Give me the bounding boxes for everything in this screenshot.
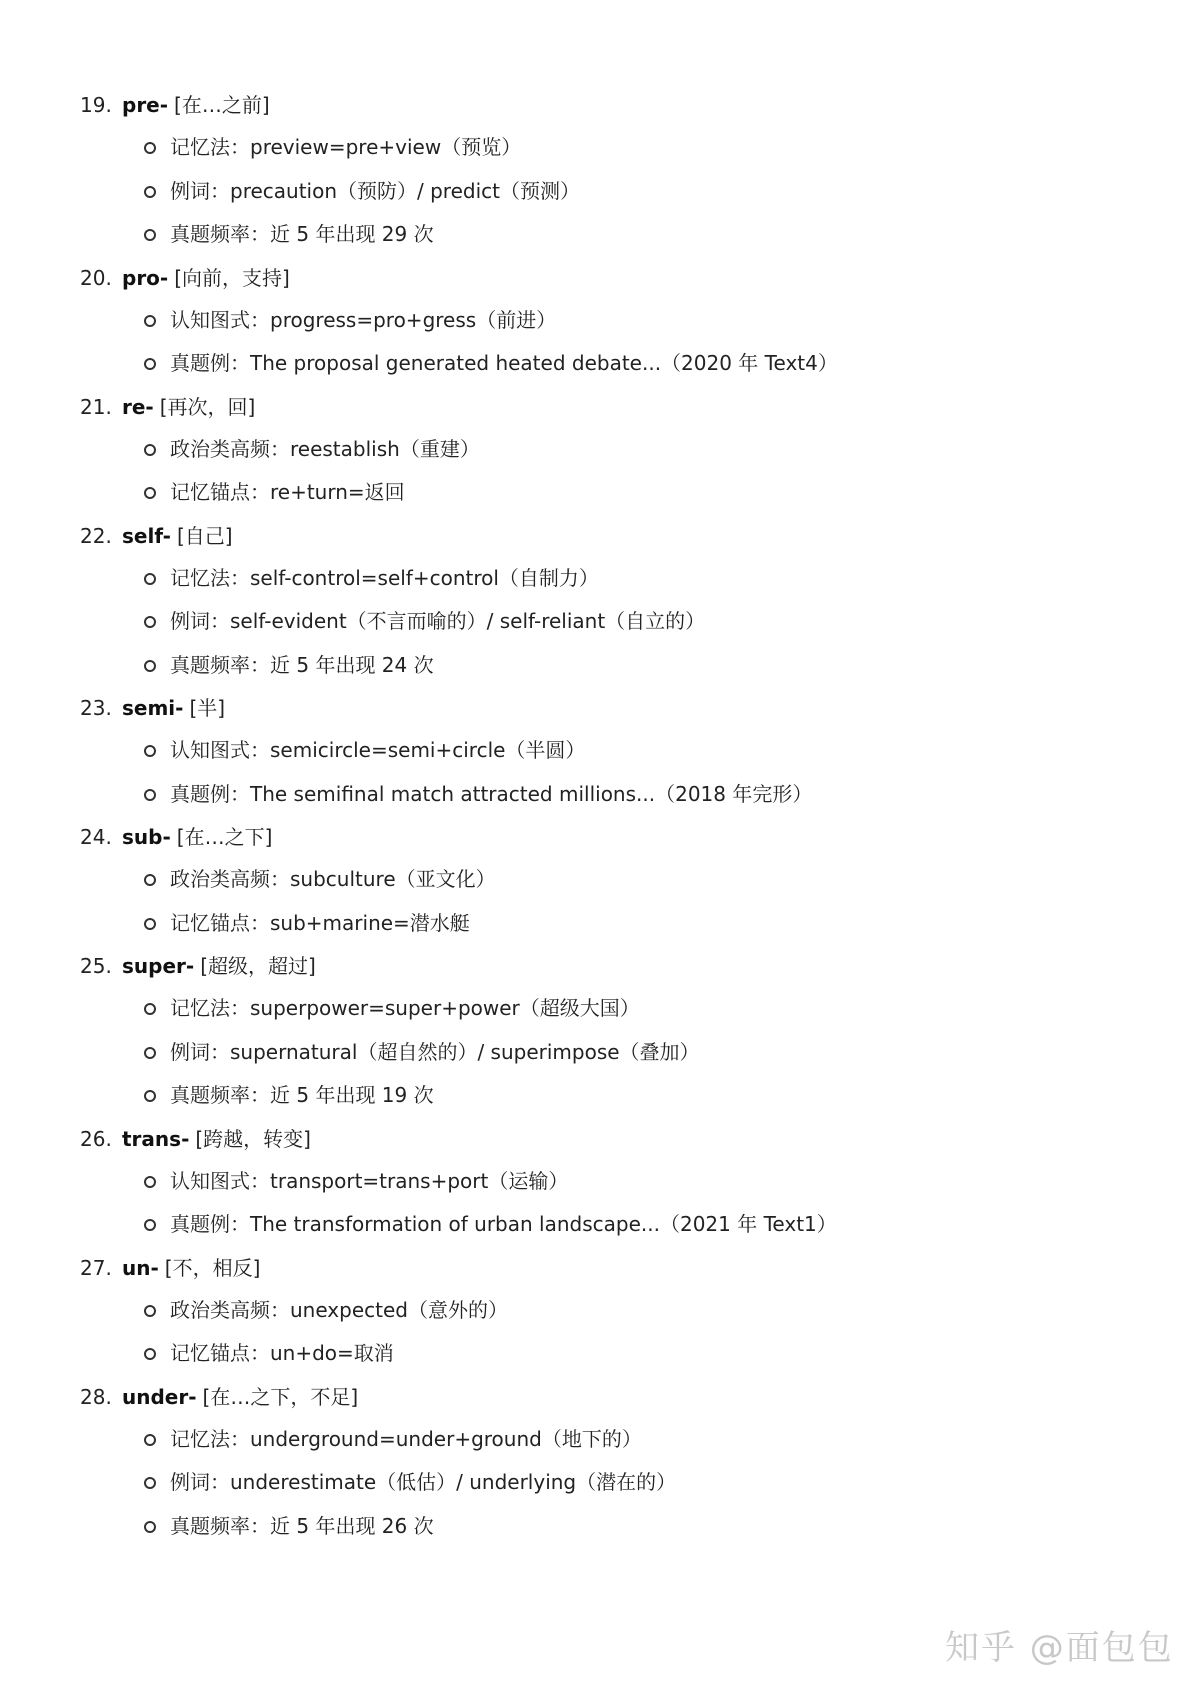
bullet-item [0,1203,1190,1247]
bullet-item [0,557,1190,601]
hollow-circle-bullet-icon [144,1348,156,1360]
entry-number: 26. [80,1126,112,1151]
list-item [0,1118,1190,1247]
bullet-item [0,1505,1190,1549]
entry-number: 21. [80,394,112,419]
prefix-term: trans- [122,1126,190,1151]
list-item [0,945,1190,1118]
hollow-circle-bullet-icon [144,874,156,886]
prefix-meaning: [自己] [176,523,233,548]
entry-heading [0,84,1190,126]
prefix-term: semi- [122,696,184,720]
hollow-circle-bullet-icon [144,315,156,327]
bullet-text: 认知图式：transport=trans+port（运输） [170,1168,569,1193]
prefix-term: pro- [122,265,169,290]
bullet-item [0,1031,1190,1075]
bullet-item [0,902,1190,946]
prefix-term: self- [122,523,171,548]
hollow-circle-bullet-icon [144,444,156,456]
hollow-circle-bullet-icon [144,1219,156,1231]
bullet-text: 记忆法：self-control=self+control（自制力） [170,565,599,590]
prefix-meaning: [再次，回] [159,394,256,419]
bullet-text: 记忆法：superpower=super+power（超级大国） [170,996,640,1020]
hollow-circle-bullet-icon [144,660,156,672]
list-item [0,515,1190,688]
bullet-text: 例词：underestimate（低估）/ underlying（潜在的） [170,1470,677,1494]
bullet-item [0,1289,1190,1333]
hollow-circle-bullet-icon [144,1305,156,1317]
hollow-circle-bullet-icon [144,1047,156,1059]
bullet-text: 政治类高频：subculture（亚文化） [170,867,496,891]
hollow-circle-bullet-icon [144,1477,156,1489]
bullet-text: 真题例：The transformation of urban landscape...（2021 年 Text1） [170,1212,837,1236]
prefix-term: pre- [122,93,169,117]
bullet-text: 真题频率：近 5 年出现 26 次 [170,1513,434,1538]
bullet-item [0,858,1190,902]
hollow-circle-bullet-icon [144,1176,156,1188]
bullet-text: 认知图式：progress=pro+gress（前进） [170,307,557,332]
prefix-meaning: [在…之下，不足] [202,1384,359,1409]
entry-heading [0,515,1190,557]
list-item [0,84,1190,257]
hollow-circle-bullet-icon [144,186,156,198]
bullet-item [0,428,1190,472]
hollow-circle-bullet-icon [144,745,156,757]
hollow-circle-bullet-icon [144,1003,156,1015]
bullet-text: 真题频率：近 5 年出现 19 次 [170,1083,434,1107]
list-item [0,257,1190,386]
prefix-meaning: [半] [189,696,226,720]
prefix-list [0,84,1190,1548]
bullet-item [0,1461,1190,1505]
entry-number: 22. [80,523,112,548]
list-item [0,687,1190,816]
bullet-item [0,213,1190,257]
entry-number: 23. [80,696,112,720]
hollow-circle-bullet-icon [144,918,156,930]
hollow-circle-bullet-icon [144,1090,156,1102]
bullet-item [0,1074,1190,1118]
entry-heading [0,1247,1190,1289]
list-item [0,1247,1190,1376]
bullet-item [0,600,1190,644]
bullet-item [0,170,1190,214]
bullet-item [0,471,1190,515]
list-item [0,816,1190,945]
prefix-term: super- [122,954,195,978]
bullet-text: 真题例：The semifinal match attracted millions...（2018 年完形） [170,781,813,806]
bullet-item [0,342,1190,386]
bullet-text: 记忆法：underground=under+ground（地下的） [170,1426,642,1451]
entry-heading [0,945,1190,987]
bullet-text: 记忆锚点：un+do=取消 [170,1341,394,1365]
entry-title [122,687,225,729]
prefix-meaning: [在…之前] [174,93,270,117]
hollow-circle-bullet-icon [144,487,156,499]
entry-title [122,515,233,557]
entry-heading [0,1376,1190,1418]
entry-heading [0,687,1190,729]
hollow-circle-bullet-icon [144,1434,156,1446]
prefix-meaning: [在…之下] [176,825,273,849]
entry-number: 20. [80,265,112,290]
bullet-item [0,1332,1190,1376]
bullet-item [0,1418,1190,1462]
bullet-item [0,126,1190,170]
prefix-term: under- [122,1384,197,1409]
bullet-text: 真题频率：近 5 年出现 24 次 [170,652,434,677]
entry-number: 19. [80,93,112,117]
entry-title [122,816,272,858]
entry-heading [0,816,1190,858]
entry-title [122,1376,358,1418]
bullet-text: 政治类高频：reestablish（重建） [170,436,480,461]
bullet-text: 例词：supernatural（超自然的）/ superimpose（叠加） [170,1039,700,1064]
entry-title [122,386,255,428]
entry-heading [0,1118,1190,1160]
bullet-text: 记忆锚点：re+turn=返回 [170,480,405,504]
prefix-term: re- [122,394,154,419]
bullet-text: 政治类高频：unexpected（意外的） [170,1297,508,1322]
zhihu-watermark: 知乎 @面包包 [945,1628,1174,1668]
entry-title [122,1247,260,1289]
list-item [0,386,1190,515]
bullet-item [0,299,1190,343]
bullet-text: 例词：precaution（预防）/ predict（预测） [170,178,580,203]
list-item [0,1376,1190,1549]
hollow-circle-bullet-icon [144,229,156,241]
entry-title [122,1118,311,1160]
hollow-circle-bullet-icon [144,573,156,585]
hollow-circle-bullet-icon [144,142,156,154]
hollow-circle-bullet-icon [144,789,156,801]
bullet-text: 例词：self-evident（不言而喻的）/ self-reliant（自立的） [170,609,706,633]
entry-title [122,945,316,987]
entry-heading [0,257,1190,299]
prefix-term: un- [122,1255,159,1280]
bullet-text: 记忆锚点：sub+marine=潜水艇 [170,910,470,935]
hollow-circle-bullet-icon [144,358,156,370]
hollow-circle-bullet-icon [144,1521,156,1533]
entry-number: 27. [80,1255,112,1280]
bullet-item [0,729,1190,773]
prefix-term: sub- [122,825,171,849]
bullet-item [0,644,1190,688]
prefix-meaning: [超级，超过] [200,954,316,978]
bullet-text: 真题例：The proposal generated heated debate...（2020 年 Text4） [170,351,838,375]
bullet-text: 认知图式：semicircle=semi+circle（半圆） [170,738,586,762]
bullet-item [0,987,1190,1031]
prefix-meaning: [不，相反] [164,1255,261,1280]
entry-number: 24. [80,825,112,849]
entry-heading [0,386,1190,428]
prefix-meaning: [向前，支持] [174,265,290,290]
prefix-meaning: [跨越，转变] [195,1126,311,1151]
bullet-text: 真题频率：近 5 年出现 29 次 [170,222,434,246]
entry-title [122,84,270,126]
entry-number: 25. [80,954,112,978]
entry-title [122,257,290,299]
bullet-item [0,773,1190,817]
bullet-item [0,1160,1190,1204]
hollow-circle-bullet-icon [144,616,156,628]
bullet-text: 记忆法：preview=pre+view（预览） [170,135,522,159]
entry-number: 28. [80,1384,112,1409]
